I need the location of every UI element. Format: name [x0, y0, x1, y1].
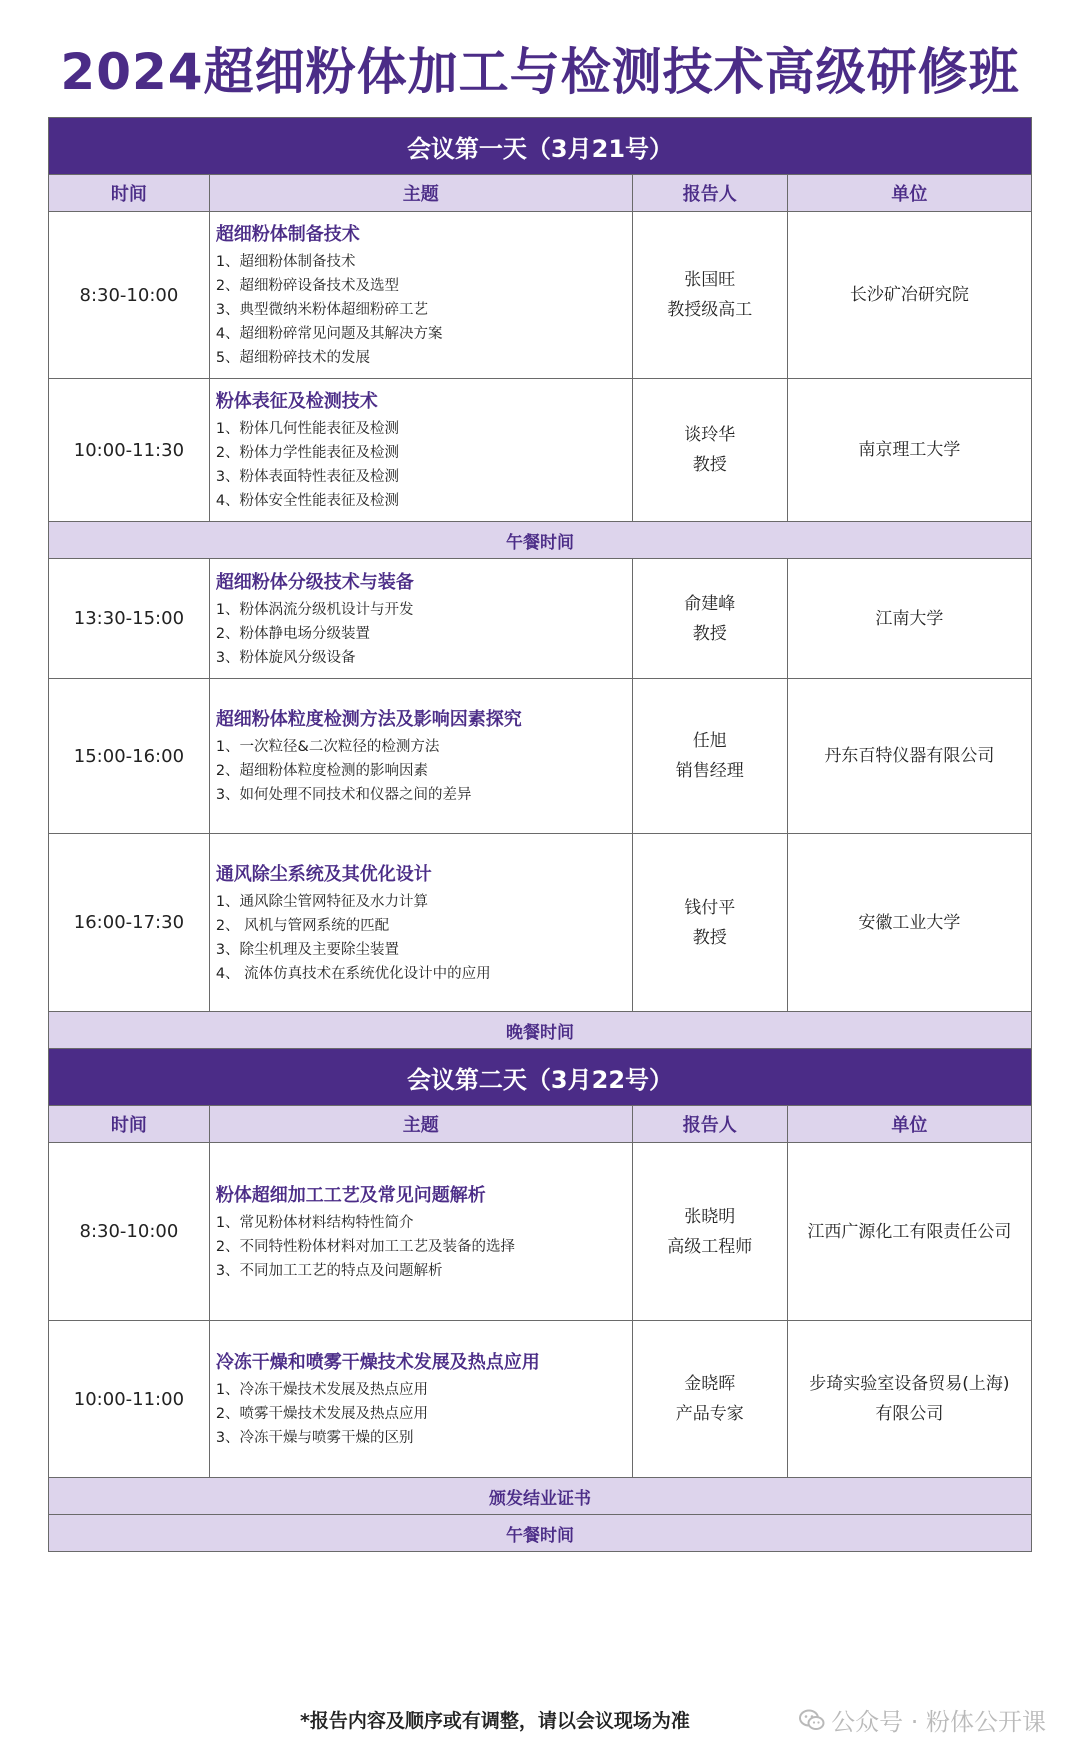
- topic-title: 超细粉体制备技术: [215, 224, 360, 245]
- session-speaker: [632, 559, 787, 679]
- session-unit: [787, 212, 1031, 379]
- speaker-role: 教授级高工: [667, 300, 753, 320]
- session-speaker: [632, 212, 787, 379]
- session-speaker: [632, 379, 787, 522]
- column-header-row: [49, 175, 1032, 212]
- session-time: 10:00-11:30: [49, 379, 210, 522]
- session-time: 15:00-16:00: [49, 679, 210, 834]
- wechat-icon: [799, 1708, 825, 1732]
- column-header-row: [49, 1106, 1032, 1143]
- session-unit: [787, 834, 1031, 1012]
- unit-line: 江南大学: [875, 608, 944, 629]
- topic-item: 1、冷冻干燥技术发展及热点应用: [215, 1382, 429, 1398]
- session-unit: [787, 1321, 1031, 1478]
- topic-item: 3、粉体旋风分级设备: [215, 649, 356, 666]
- session-row: [49, 1321, 1032, 1478]
- topic-item: 2、超细粉碎设备技术及选型: [215, 278, 400, 294]
- header-unit: 单位: [787, 175, 1031, 212]
- certificate-row: [49, 1478, 1032, 1515]
- session-unit: [787, 1143, 1031, 1321]
- day1-heading: 会议第一天（3月21号）: [49, 118, 1032, 175]
- topic-item: 2、粉体静电场分级装置: [215, 625, 371, 642]
- topic-item: 3、除尘机理及主要除尘装置: [215, 941, 400, 958]
- topic-title: 粉体超细加工工艺及常见问题解析: [215, 1184, 486, 1206]
- unit-line: 有限公司: [875, 1404, 944, 1424]
- topic-item: 5、超细粉碎技术的发展: [215, 350, 371, 366]
- speaker-name: 张国旺: [684, 270, 736, 290]
- session-time: 8:30-10:00: [49, 212, 210, 379]
- header-speaker: 报告人: [632, 1106, 787, 1143]
- speaker-role: 产品专家: [675, 1404, 744, 1424]
- certificate-ceremony: 颁发结业证书: [49, 1478, 1032, 1515]
- speaker-role: 教授: [692, 623, 727, 644]
- session-topic: [209, 559, 632, 679]
- topic-title: 通风除尘系统及其优化设计: [215, 863, 432, 885]
- speaker-name: 金晓晖: [684, 1374, 736, 1394]
- session-speaker: [632, 834, 787, 1012]
- topic-item: 2、 风机与管网系统的匹配: [215, 917, 390, 934]
- topic-title: 粉体表征及检测技术: [215, 391, 378, 412]
- day1-heading-row: [49, 118, 1032, 175]
- header-speaker: 报告人: [632, 175, 787, 212]
- header-unit: 单位: [787, 1106, 1031, 1143]
- topic-item: 3、如何处理不同技术和仪器之间的差异: [215, 787, 472, 803]
- watermark-text: 公众号 · 粉体公开课: [831, 1708, 1046, 1736]
- topic-item: 2、粉体力学性能表征及检测: [215, 445, 400, 461]
- session-row: [49, 834, 1032, 1012]
- session-unit: [787, 679, 1031, 834]
- topic-item: 4、 流体仿真技术在系统优化设计中的应用: [215, 965, 491, 982]
- topic-item: 3、粉体表面特性表征及检测: [215, 469, 400, 485]
- session-time: 8:30-10:00: [49, 1143, 210, 1321]
- session-topic: [209, 1321, 632, 1478]
- speaker-name: 俞建峰: [684, 593, 736, 614]
- session-speaker: [632, 1321, 787, 1478]
- header-time: 时间: [49, 175, 210, 212]
- topic-item: 1、通风除尘管网特征及水力计算: [215, 893, 429, 910]
- unit-line: 安徽工业大学: [858, 912, 961, 933]
- dinner-break: 晚餐时间: [49, 1012, 1032, 1049]
- unit-line: 江西广源化工有限责任公司: [807, 1221, 1012, 1242]
- speaker-role: 教授: [692, 455, 727, 475]
- session-topic: [209, 834, 632, 1012]
- session-time: 13:30-15:00: [49, 559, 210, 679]
- topic-item: 2、不同特性粉体材料对加工工艺及装备的选择: [215, 1238, 516, 1255]
- session-row: [49, 679, 1032, 834]
- speaker-role: 教授: [692, 927, 727, 948]
- topic-title: 超细粉体粒度检测方法及影响因素探究: [215, 709, 522, 730]
- topic-item: 1、常见粉体材料结构特性简介: [215, 1214, 414, 1231]
- unit-line: 丹东百特仪器有限公司: [824, 746, 995, 766]
- topic-item: 4、粉体安全性能表征及检测: [215, 493, 400, 509]
- day2-heading: 会议第二天（3月22号）: [49, 1049, 1032, 1106]
- session-speaker: [632, 1143, 787, 1321]
- day2-heading-row: [49, 1049, 1032, 1106]
- topic-item: 3、典型微纳米粉体超细粉碎工艺: [215, 302, 429, 318]
- header-topic: 主题: [209, 1106, 632, 1143]
- speaker-name: 任旭: [692, 731, 727, 751]
- session-topic: [209, 1143, 632, 1321]
- watermark: [799, 1702, 1046, 1737]
- session-unit: [787, 379, 1031, 522]
- topic-item: 3、不同加工工艺的特点及问题解析: [215, 1262, 443, 1279]
- topic-item: 1、一次粒径&二次粒径的检测方法: [215, 739, 440, 755]
- header-time: 时间: [49, 1106, 210, 1143]
- topic-title: 超细粉体分级技术与装备: [215, 571, 414, 593]
- topic-item: 4、超细粉碎常见问题及其解决方案: [215, 326, 443, 342]
- session-time: 16:00-17:30: [49, 834, 210, 1012]
- dinner-break-row: [49, 1012, 1032, 1049]
- session-unit: [787, 559, 1031, 679]
- topic-item: 1、粉体涡流分级机设计与开发: [215, 601, 414, 618]
- session-topic: [209, 212, 632, 379]
- schedule-table: [48, 117, 1032, 1552]
- unit-line: 南京理工大学: [858, 440, 961, 460]
- speaker-role: 高级工程师: [667, 1236, 753, 1257]
- topic-item: 1、粉体几何性能表征及检测: [215, 421, 400, 437]
- session-topic: [209, 679, 632, 834]
- unit-line: 步琦实验室设备贸易(上海): [809, 1374, 1010, 1394]
- session-row: [49, 379, 1032, 522]
- lunch-break: 午餐时间: [49, 522, 1032, 559]
- speaker-name: 谈玲华: [684, 425, 736, 445]
- footer: [0, 1700, 1080, 1740]
- header-topic: 主题: [209, 175, 632, 212]
- lunch-break-row: [49, 522, 1032, 559]
- speaker-role: 销售经理: [675, 761, 744, 781]
- page-title: 2024超细粉体加工与检测技术高级研修班: [60, 43, 1020, 101]
- session-speaker: [632, 679, 787, 834]
- topic-item: 2、超细粉体粒度检测的影响因素: [215, 763, 429, 779]
- session-time: 10:00-11:00: [49, 1321, 210, 1478]
- session-row: [49, 1143, 1032, 1321]
- topic-title: 冷冻干燥和喷雾干燥技术发展及热点应用: [215, 1352, 540, 1373]
- speaker-name: 钱付平: [684, 897, 736, 918]
- session-row: [49, 559, 1032, 679]
- unit-line: 长沙矿冶研究院: [849, 285, 969, 305]
- topic-item: 2、喷雾干燥技术发展及热点应用: [215, 1406, 429, 1422]
- lunch-break-row: [49, 1515, 1032, 1552]
- lunch-break: 午餐时间: [49, 1515, 1032, 1552]
- disclaimer-note: *报告内容及顺序或有调整，请以会议现场为准: [300, 1710, 690, 1732]
- session-topic: [209, 379, 632, 522]
- topic-item: 1、超细粉体制备技术: [215, 254, 356, 270]
- session-row: [49, 212, 1032, 379]
- topic-item: 3、冷冻干燥与喷雾干燥的区别: [215, 1430, 414, 1446]
- speaker-name: 张晓明: [684, 1206, 736, 1227]
